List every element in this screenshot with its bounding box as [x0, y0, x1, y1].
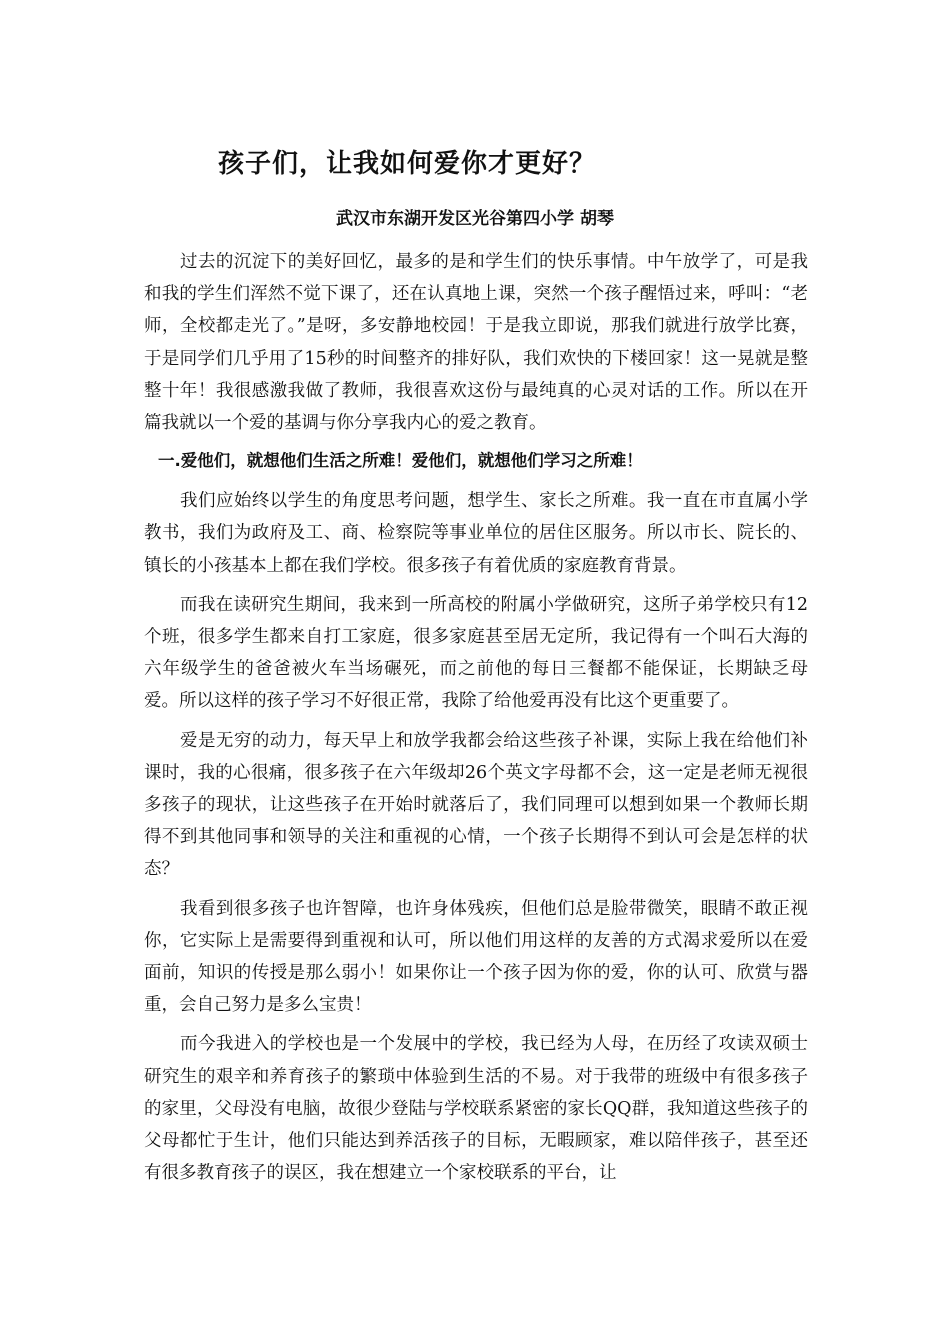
- body-paragraph: 我看到很多孩子也许智障，也许身体残疾，但他们总是脸带微笑，眼睛不敢正视你，它实际上是需要得到重视和认可，所以他们用这样的友善的方式渴求爱所以在爱面前，知识的传授是那么弱小！如果你让一个孩子因为你的爱，你的认可、欣赏与器重，会自己努力是多么宝贵！: [144, 898, 808, 1016]
- body-paragraph: 而我在读研究生期间，我来到一所高校的附属小学做研究，这所子弟学校只有12个班，很多学生都来自打工家庭，很多家庭甚至居无定所，我记得有一个叫石大海的六年级学生的爸爸被火车当场碾死，而之前他的每日三餐都不能保证，长期缺乏母爱。所以这样的孩子学习不好很正常，我除了给他爱再没有比这个更重要了。: [144, 594, 808, 712]
- section-heading: 一.爱他们，就想他们生活之所难！爱他们，就想他们学习之所难！: [158, 451, 643, 471]
- intro-paragraph: 过去的沉淀下的美好回忆，最多的是和学生们的快乐事情。中午放学了，可是我和我的学生们浑然不觉下课了，还在认真地上课，突然一个孩子醒悟过来，呼叫：“老师，全校都走光了。”是呀，多安静地校园！于是我立即说，那我们就进行放学比赛，于是同学们几乎用了15秒的时间整齐的排好队，我们欢快的下楼回家！这一晃就是整整十年！我很感激我做了教师，我很喜欢这份与最纯真的心灵对话的工作。所以在开篇我就以一个爱的基调与你分享我内心的爱之教育。: [144, 252, 808, 434]
- document-title: 孩子们，让我如何爱你才更好？: [218, 149, 597, 179]
- body-paragraph: 爱是无穷的动力，每天早上和放学我都会给这些孩子补课，实际上我在给他们补课时，我的心很痛，很多孩子在六年级却26个英文字母都不会，这一定是老师无视很多孩子的现状，让这些孩子在开始时就落后了，我们同理可以想到如果一个教师长期得不到其他同事和领导的关注和重视的心情，一个孩子长期得不到认可会是怎样的状态？: [144, 730, 808, 880]
- author-byline: 武汉市东湖开发区光谷第四小学 胡琴: [336, 209, 614, 229]
- body-paragraph: 而今我进入的学校也是一个发展中的学校，我已经为人母，在历经了攻读双硕士研究生的艰辛和养育孩子的繁琐中体验到生活的不易。对于我带的班级中有很多孩子的家里，父母没有电脑，故很少登陆与学校联系紧密的家长QQ群，我知道这些孩子的父母都忙于生计，他们只能达到养活孩子的目标，无暇顾家，难以陪伴孩子，甚至还有很多教育孩子的误区，我在想建立一个家校联系的平台，让: [144, 1034, 808, 1184]
- body-paragraph: 我们应始终以学生的角度思考问题，想学生、家长之所难。我一直在市直属小学教书，我们为政府及工、商、检察院等事业单位的居住区服务。所以市长、院长的、镇长的小孩基本上都在我们学校。很多孩子有着优质的家庭教育背景。: [144, 491, 808, 576]
- document-body: [144, 246, 808, 1189]
